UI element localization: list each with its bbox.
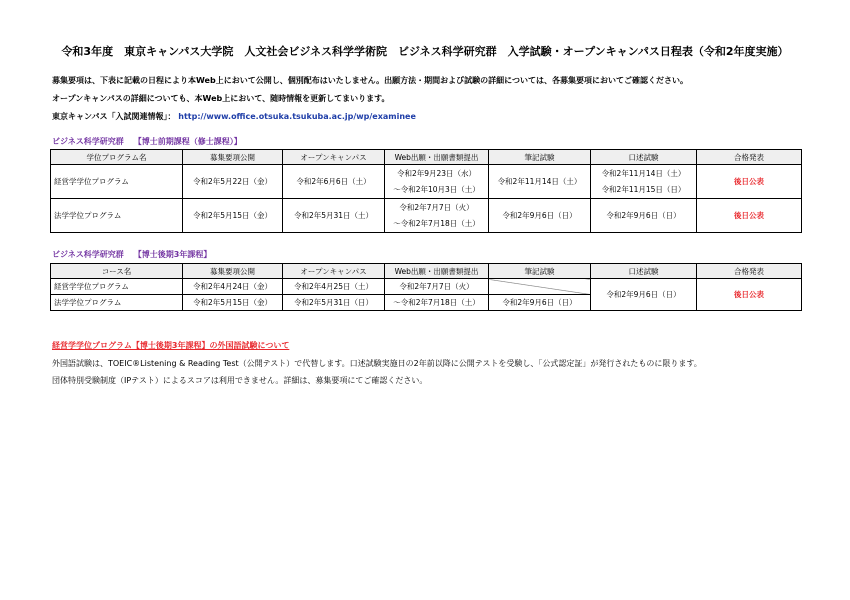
written-exam-date: 令和2年9月6日（日） xyxy=(489,199,591,233)
section1-group: ビジネス科学研究群 xyxy=(52,137,124,146)
result-announcement: 後日公表 xyxy=(697,165,802,199)
col-header: 募集要項公開 xyxy=(183,150,283,165)
open-campus-date: 令和2年5月31日（日） xyxy=(283,295,385,311)
program-name: 法学学位プログラム xyxy=(51,199,183,233)
open-campus-date: 令和2年5月31日（土） xyxy=(283,199,385,233)
written-exam-date: 令和2年11月14日（土） xyxy=(489,165,591,199)
section2-course: 【博士後期3年課程】 xyxy=(133,250,212,259)
section2-heading xyxy=(52,249,221,260)
result-announcement: 後日公表 xyxy=(697,199,802,233)
oral-exam-date-2: 令和2年11月15日（日） xyxy=(601,184,686,194)
oral-exam-dates xyxy=(591,165,697,199)
written-exam-not-applicable xyxy=(489,279,591,295)
oral-exam-date-1: 令和2年11月14日（土） xyxy=(601,168,686,178)
col-header: 筆記試験 xyxy=(489,150,591,165)
publication-date: 令和2年4月24日（金） xyxy=(183,279,283,295)
intro-line-1: 募集要項は、下表に記載の日程により本Web上において公開し、個別配布はいたしません。出願方法・期間および試験の詳細については、各募集要項においてご確認ください。 xyxy=(52,76,689,85)
application-period xyxy=(385,165,489,199)
col-header: 合格発表 xyxy=(697,264,802,279)
publication-date: 令和2年5月15日（金） xyxy=(183,295,283,311)
application-end: ～令和2年7月18日（土） xyxy=(393,218,480,228)
note-line-1: 外国語試験は、TOEIC®Listening & Reading Test（公開テスト）で代替します。口述試験実施日の2年前以降に公開テストを受験し、「公式認定証」が発行されたものに限ります。 xyxy=(52,359,702,368)
open-campus-date: 令和2年4月25日（土） xyxy=(283,279,385,295)
publication-date: 令和2年5月15日（金） xyxy=(183,199,283,233)
application-end: ～令和2年7月18日（土） xyxy=(385,295,489,311)
publication-date: 令和2年5月22日（金） xyxy=(183,165,283,199)
col-header: Web出願・出願書類提出 xyxy=(385,150,489,165)
table-row xyxy=(51,199,802,233)
table-header-row xyxy=(51,150,802,165)
col-header: 口述試験 xyxy=(591,150,697,165)
col-header: コース名 xyxy=(51,264,183,279)
col-header: 合格発表 xyxy=(697,150,802,165)
program-name: 法学学位プログラム xyxy=(51,295,183,311)
table-header-row xyxy=(51,264,802,279)
result-announcement: 後日公表 xyxy=(697,279,802,311)
program-name: 経営学学位プログラム xyxy=(51,165,183,199)
page-title: 令和3年度 東京キャンパス大学院 人文社会ビジネス科学学術院 ビジネス科学研究群 入学試験・オープンキャンパス日程表（令和2年度実施） xyxy=(61,45,789,58)
note-line-2: 団体特別受験制度（IPテスト）によるスコアは利用できません。詳細は、募集要項にてご確認ください。 xyxy=(52,376,428,385)
master-schedule-table xyxy=(50,149,802,233)
application-start: 令和2年7月7日（火） xyxy=(399,202,474,212)
written-exam-date: 令和2年9月6日（日） xyxy=(489,295,591,311)
application-start: 令和2年7月7日（火） xyxy=(385,279,489,295)
section1-course: 【博士前期課程（修士課程）】 xyxy=(133,137,242,146)
doctoral-schedule-table xyxy=(50,263,802,311)
table-row xyxy=(51,165,802,199)
section1-heading xyxy=(52,136,252,147)
program-name: 経営学学位プログラム xyxy=(51,279,183,295)
intro-link-line xyxy=(52,111,416,122)
application-end: ～令和2年10月3日（土） xyxy=(393,184,480,194)
info-link[interactable]: http://www.office.otsuka.tsukuba.ac.jp/wp/examinee xyxy=(178,112,416,121)
application-start: 令和2年9月23日（水） xyxy=(396,168,477,178)
link-label: 東京キャンパス「入試関連情報」： xyxy=(52,112,176,121)
foreign-language-note-heading: 経営学学位プログラム【博士後期3年課程】の外国語試験について xyxy=(52,341,290,350)
intro-line-2: オープンキャンパスの詳細についても、本Web上において、随時情報を更新してまいります。 xyxy=(52,94,390,103)
col-header: 募集要項公開 xyxy=(183,264,283,279)
section2-group: ビジネス科学研究群 xyxy=(52,250,124,259)
table-row xyxy=(51,279,802,295)
col-header: Web出願・出願書類提出 xyxy=(385,264,489,279)
open-campus-date: 令和2年6月6日（土） xyxy=(283,165,385,199)
oral-exam-date: 令和2年9月6日（日） xyxy=(591,199,697,233)
col-header: オープンキャンパス xyxy=(283,264,385,279)
application-period xyxy=(385,199,489,233)
col-header: オープンキャンパス xyxy=(283,150,385,165)
col-header: 口述試験 xyxy=(591,264,697,279)
col-header: 筆記試験 xyxy=(489,264,591,279)
oral-exam-date: 令和2年9月6日（日） xyxy=(591,279,697,311)
col-header: 学位プログラム名 xyxy=(51,150,183,165)
